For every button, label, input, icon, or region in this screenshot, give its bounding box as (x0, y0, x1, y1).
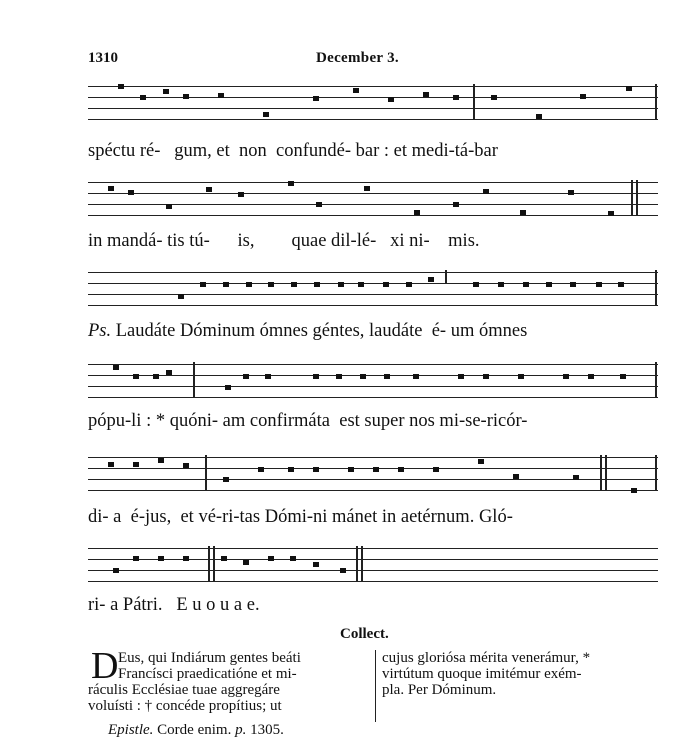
collect-title: Collect. (340, 626, 389, 642)
epistle-text: Corde enim. (157, 722, 232, 738)
chant-staff-2 (88, 180, 658, 216)
lyric-line-3 (88, 321, 527, 342)
chant-staff-6 (88, 546, 658, 582)
page-number: 1310 (88, 50, 118, 66)
running-title: December 3. (316, 50, 399, 66)
collect-right-line: cujus gloriósa mérita venerámur, * (382, 650, 591, 666)
psalm-text: Laudáte Dóminum ómnes géntes, laudáte é- um ómnes (115, 321, 528, 341)
epistle-label: Epistle. (108, 722, 154, 738)
lyric-line-4: pópu-li : * quóni- am confirmáta est super nos mi-se-ricór- (88, 411, 528, 431)
collect-left-line: Francísci praedicatióne et mi- (118, 666, 297, 682)
chant-staff-5 (88, 455, 658, 491)
collect-left-line: Eus, qui Indiárum gentes beáti (118, 650, 301, 666)
chant-staff-3 (88, 270, 658, 306)
epistle-reference (108, 722, 284, 739)
drop-cap: D (91, 645, 119, 687)
epistle-page-ref: 1305. (250, 722, 284, 738)
lyric-line-1: spéctu ré- gum, et non confundé- bar : et medi-tá-bar (88, 141, 498, 161)
collect-right-line: virtútum quoque imitémur exém- (382, 666, 582, 682)
collect-right-line: pla. Per Dóminum. (382, 682, 497, 698)
column-divider (375, 650, 376, 722)
collect-right-column (382, 650, 662, 698)
lyric-line-6: ri- a Pátri. E u o u a e. (88, 595, 260, 615)
lyric-line-2: in mandá- tis tú- is, quae dil-lé- xi ni- mis. (88, 231, 480, 251)
collect-left-line: ráculis Ecclésiae tuae aggregáre (88, 682, 280, 698)
chant-staff-1 (88, 84, 658, 120)
epistle-page-prefix: p. (235, 722, 247, 738)
collect-left-line: voluísti : † concéde propítius; ut (88, 698, 282, 714)
psalm-label: Ps. (88, 321, 112, 341)
lyric-line-5: di- a é-jus, et vé-ri-tas Dómi-ni mánet in aetérnum. Gló- (88, 507, 513, 527)
collect-left-column (88, 650, 370, 714)
chant-staff-4 (88, 362, 658, 398)
